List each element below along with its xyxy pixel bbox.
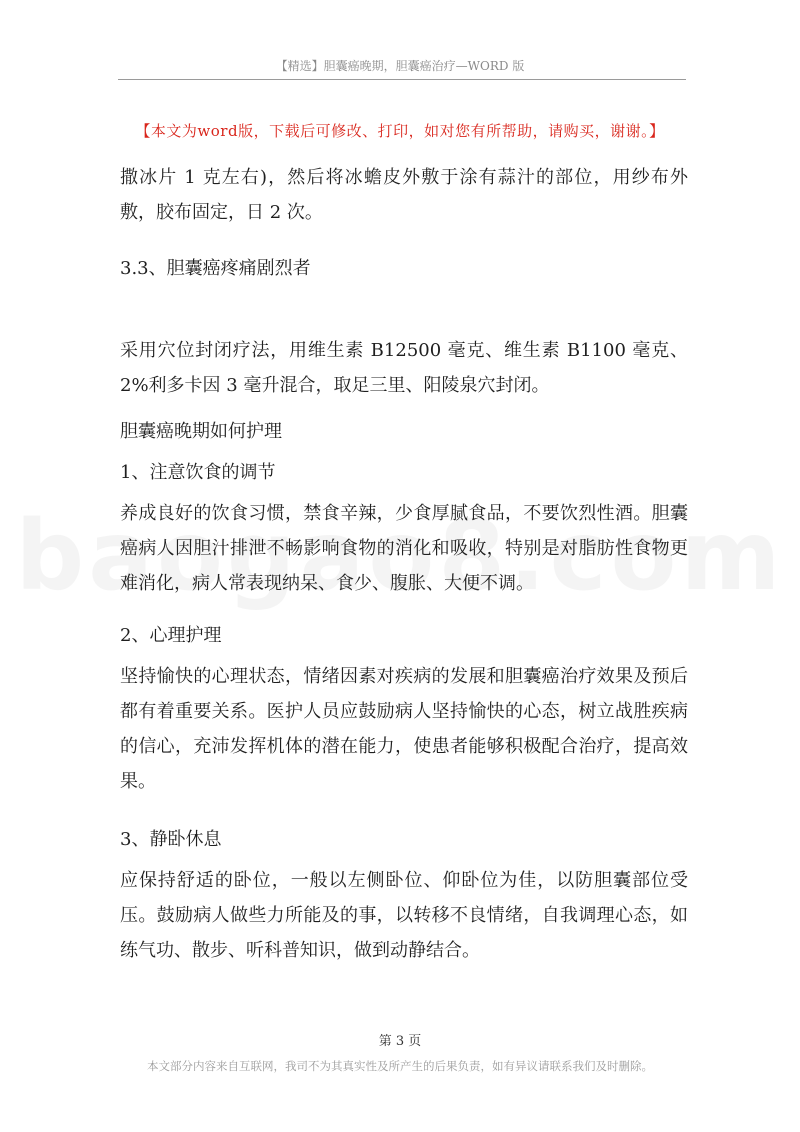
download-notice: 【本文为word版，下载后可修改、打印，如对您有所帮助，请购买，谢谢。】 bbox=[135, 122, 665, 140]
heading-text: 2、心理护理 bbox=[120, 625, 222, 646]
heading-text: 3.3、胆囊癌疼痛剧烈者 bbox=[120, 258, 311, 279]
paragraph-text: 坚持愉快的心理状态，情绪因素对疾病的发展和胆囊癌治疗效果及预后都有着重要关系。医护人员应鼓励病人坚持愉快的心态，树立战胜疾病的信心，充沛发挥机体的潜在能力，使患者能够积极配合治疗，提高效果。 bbox=[120, 666, 688, 792]
paragraph-text: 应保持舒适的卧位，一般以左侧卧位、仰卧位为佳，以防胆囊部位受压。鼓励病人做些力所能及的事，以转移不良情绪，自我调理心态，如练气功、散步、听科普知识，做到动静结合。 bbox=[120, 870, 688, 961]
subheading-rest bbox=[120, 822, 688, 857]
subheading-psychology bbox=[120, 618, 688, 653]
paragraph-text: 撒冰片 1 克左右)，然后将冰蟾皮外敷于涂有蒜汁的部位，用纱布外敷，胶布固定，日 2 次。 bbox=[120, 167, 688, 223]
page-header: 【精选】胆囊癌晚期，胆囊癌治疗—WORD 版 bbox=[275, 59, 525, 73]
heading-text: 1、注意饮食的调节 bbox=[120, 462, 276, 483]
subheading-diet bbox=[120, 455, 688, 490]
paragraph-acupoint-therapy bbox=[120, 333, 688, 403]
paragraph-rest bbox=[120, 863, 688, 968]
paragraph-diet bbox=[120, 496, 688, 601]
paragraph-text: 养成良好的饮食习惯，禁食辛辣，少食厚腻食品，不要饮烈性酒。胆囊癌病人因胆汁排泄不畅影响食物的消化和吸收，特别是对脂肪性食物更难消化，病人常表现纳呆、食少、腹胀、大便不调。 bbox=[120, 503, 688, 594]
paragraph-cooling-compress bbox=[120, 160, 688, 230]
heading-text: 胆囊癌晚期如何护理 bbox=[120, 421, 282, 442]
heading-text: 3、静卧休息 bbox=[120, 829, 222, 850]
section-heading-pain bbox=[120, 251, 688, 286]
page-footer-disclaimer: 本文部分内容来自互联网，我司不为其真实性及所产生的后果负责，如有异议请联系我们及时删除。 bbox=[147, 1059, 653, 1073]
header-divider bbox=[118, 79, 686, 80]
paragraph-psychology bbox=[120, 659, 688, 799]
section-heading-nursing bbox=[120, 414, 688, 449]
page-number: 第 3 页 bbox=[378, 1034, 422, 1049]
paragraph-text: 采用穴位封闭疗法，用维生素 B12500 毫克、维生素 B1100 毫克、2%利多卡因 3 毫升混合，取足三里、阳陵泉穴封闭。 bbox=[120, 340, 688, 396]
